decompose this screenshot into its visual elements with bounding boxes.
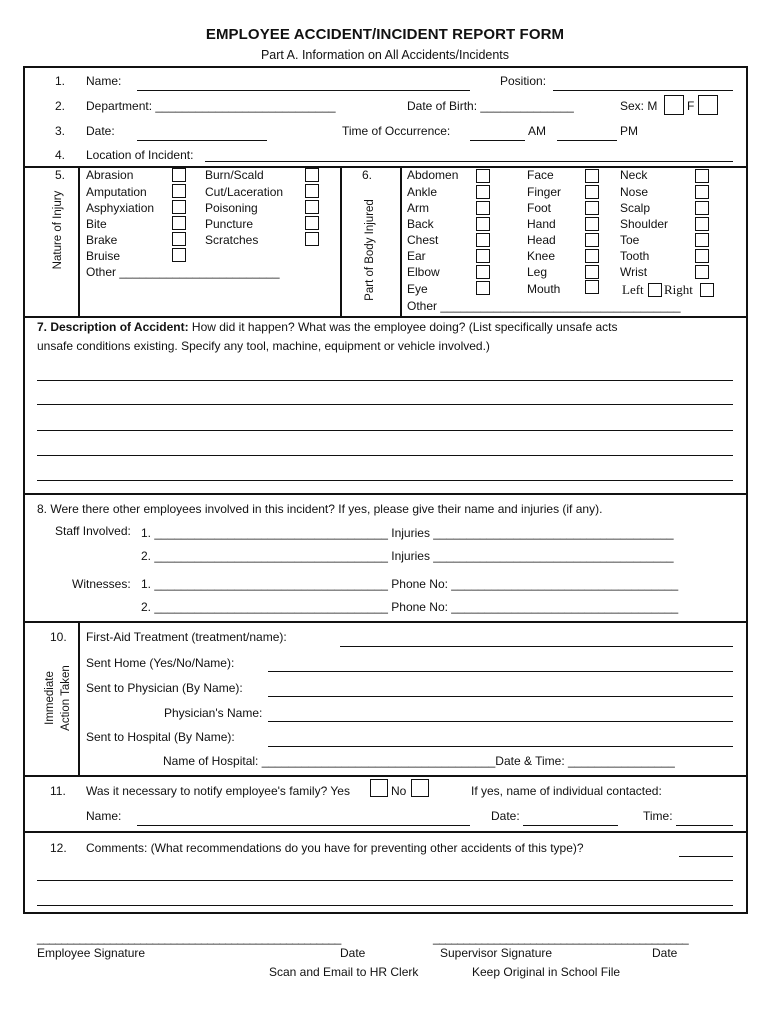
body-part-label: Tooth (620, 249, 650, 263)
sent-physician-label: Sent to Physician (By Name): (86, 681, 243, 695)
witnesses-label: Witnesses: (72, 577, 131, 591)
pm-label: PM (620, 124, 638, 138)
physician-name-label: Physician's Name: (164, 706, 263, 720)
divider (78, 166, 80, 316)
injury-option-label: Poisoning (205, 201, 258, 215)
injury-checkbox[interactable] (172, 200, 186, 214)
injury-checkbox[interactable] (305, 232, 319, 246)
body-checkbox[interactable] (695, 233, 709, 247)
divider (23, 493, 748, 495)
body-part-label: Scalp (620, 201, 651, 215)
injury-checkbox[interactable] (172, 232, 186, 246)
body-part-label: Arm (407, 201, 429, 215)
witness-1-field[interactable]: 1. ___________________________________ Phone No: __________________________________ (141, 577, 679, 591)
body-part-label: Back (407, 217, 434, 231)
right-checkbox[interactable] (700, 283, 714, 297)
body-checkbox[interactable] (476, 169, 490, 183)
description-text-1: How did it happen? What was the employee doing? (List specifically unsafe acts (188, 320, 618, 334)
supervisor-signature-label: Supervisor Signature (440, 946, 553, 960)
body-checkbox[interactable] (476, 233, 490, 247)
notify-yes-checkbox[interactable] (370, 779, 388, 797)
description-line[interactable] (37, 430, 733, 431)
body-checkbox[interactable] (695, 249, 709, 263)
date-label: Date: (86, 124, 115, 138)
body-checkbox[interactable] (585, 201, 599, 215)
description-line[interactable] (37, 380, 733, 381)
first-aid-field[interactable] (340, 646, 733, 647)
right-label: Right (664, 282, 693, 297)
injury-option-label: Cut/Laceration (205, 185, 284, 199)
position-label: Position: (500, 74, 547, 88)
description-text-2: unsafe conditions existing. Specify any tool, machine, equipment or vehicle involved.) (37, 339, 490, 353)
injury-checkbox[interactable] (172, 168, 186, 182)
body-checkbox[interactable] (476, 265, 490, 279)
body-checkbox[interactable] (585, 265, 599, 279)
body-part-label: Head (527, 233, 556, 247)
body-checkbox[interactable] (476, 281, 490, 295)
body-part-label: Nose (620, 185, 649, 199)
injury-option-label: Bite (86, 217, 107, 231)
left-checkbox[interactable] (648, 283, 662, 297)
body-part-label: Wrist (620, 265, 648, 279)
body-part-label: Ear (407, 249, 426, 263)
employee-date-label: Date (340, 946, 366, 960)
part-of-body-label: Part of Body Injured (364, 199, 376, 301)
description-prompt (37, 320, 617, 334)
notify-family-question: Was it necessary to notify employee's family? Yes (86, 784, 350, 798)
notify-no-checkbox[interactable] (411, 779, 429, 797)
employee-signature-line[interactable]: __________________________________________________ (37, 931, 341, 945)
contact-name-field[interactable] (137, 825, 470, 826)
location-field[interactable] (205, 161, 733, 162)
staff-2-field[interactable]: 2. ___________________________________ Injuries ____________________________________ (141, 549, 674, 563)
comments-line[interactable] (37, 905, 733, 906)
scan-email-note: Scan and Email to HR Clerk (269, 965, 419, 979)
sent-home-field[interactable] (268, 671, 733, 672)
injury-option-label: Asphyxiation (86, 201, 155, 215)
body-part-label: Shoulder (620, 217, 669, 231)
injury-option-label: Puncture (205, 217, 254, 231)
injury-option-label: Abrasion (86, 168, 134, 182)
left-label: Left (622, 282, 644, 297)
body-part-label: Abdomen (407, 168, 459, 182)
comments-field[interactable] (679, 856, 733, 857)
action-taken-label: Action Taken (60, 665, 72, 731)
name-field[interactable] (137, 90, 470, 91)
divider (23, 775, 748, 777)
injury-option-label: Burn/Scald (205, 168, 264, 182)
item-number: 1. (55, 74, 66, 88)
sex-f-checkbox[interactable] (698, 95, 718, 115)
body-part-label: Elbow (407, 265, 440, 279)
description-line[interactable] (37, 480, 733, 481)
employee-signature-label: Employee Signature (37, 946, 146, 960)
sent-hospital-field[interactable] (268, 746, 733, 747)
injury-checkbox[interactable] (305, 216, 319, 230)
injury-checkbox[interactable] (172, 248, 186, 262)
item-number: 12. (50, 841, 67, 855)
injury-option-label: Bruise (86, 249, 121, 263)
body-other-field[interactable]: Other ____________________________________ (407, 299, 681, 313)
injury-checkbox[interactable] (305, 200, 319, 214)
contact-date-label: Date: (491, 809, 520, 823)
injury-checkbox[interactable] (172, 216, 186, 230)
contact-name-label: Name: (86, 809, 122, 823)
sent-hospital-label: Sent to Hospital (By Name): (86, 730, 235, 744)
body-checkbox[interactable] (585, 185, 599, 199)
body-part-label: Knee (527, 249, 556, 263)
divider (340, 166, 342, 316)
sex-label: Sex: M (620, 99, 658, 113)
item-number: 5. (55, 168, 66, 182)
injury-other-field[interactable]: Other ________________________ (86, 265, 280, 279)
body-checkbox[interactable] (695, 185, 709, 199)
comments-line[interactable] (37, 880, 733, 881)
item-number: 4. (55, 148, 66, 162)
form-subtitle: Part A. Information on All Accidents/Incidents (260, 48, 510, 62)
staff-1-field[interactable]: 1. ___________________________________ Injuries ____________________________________ (141, 526, 674, 540)
form-title: EMPLOYEE ACCIDENT/INCIDENT REPORT FORM (205, 26, 565, 43)
body-checkbox[interactable] (695, 201, 709, 215)
body-part-label: Toe (620, 233, 640, 247)
divider (23, 831, 748, 833)
divider (23, 621, 748, 623)
item-number: 6. (362, 168, 373, 182)
first-aid-label: First-Aid Treatment (treatment/name): (86, 630, 287, 644)
body-checkbox[interactable] (476, 249, 490, 263)
position-field[interactable] (553, 90, 733, 91)
contact-time-label: Time: (643, 809, 673, 823)
injury-option-label: Scratches (205, 233, 259, 247)
divider (23, 316, 748, 318)
body-checkbox[interactable] (695, 265, 709, 279)
am-label: AM (528, 124, 546, 138)
body-checkbox[interactable] (585, 249, 599, 263)
time-of-occurrence-label: Time of Occurrence: (342, 124, 451, 138)
keep-original-note: Keep Original in School File (472, 965, 621, 979)
body-part-label: Mouth (527, 282, 561, 296)
date-of-birth-field[interactable]: Date of Birth: ______________ (407, 99, 574, 113)
body-checkbox[interactable] (476, 185, 490, 199)
body-checkbox[interactable] (585, 233, 599, 247)
sex-m-checkbox[interactable] (664, 95, 684, 115)
body-part-label: Neck (620, 168, 648, 182)
time-pm-field[interactable] (557, 140, 617, 141)
witness-2-field[interactable]: 2. ___________________________________ Phone No: __________________________________ (141, 600, 679, 614)
body-checkbox[interactable] (695, 169, 709, 183)
sent-physician-field[interactable] (268, 696, 733, 697)
supervisor-signature-line[interactable]: __________________________________________ (433, 931, 689, 945)
supervisor-date-label: Date (652, 946, 678, 960)
immediate-label: Immediate (44, 671, 56, 725)
item-number: 2. (55, 99, 66, 113)
item-number: 11. (50, 784, 66, 798)
body-part-label: Ankle (407, 185, 438, 199)
injury-option-label: Amputation (86, 185, 147, 199)
body-checkbox[interactable] (476, 217, 490, 231)
contact-date-field[interactable] (523, 825, 618, 826)
if-yes-label: If yes, name of individual contacted: (471, 784, 662, 798)
nature-of-injury-label: Nature of Injury (52, 190, 64, 270)
body-part-label: Hand (527, 217, 556, 231)
description-heading: 7. Description of Accident: (37, 320, 189, 334)
injury-checkbox[interactable] (305, 184, 319, 198)
contact-time-field[interactable] (676, 825, 733, 826)
body-checkbox[interactable] (695, 217, 709, 231)
name-label: Name: (86, 74, 122, 88)
sent-home-label: Sent Home (Yes/No/Name): (86, 656, 235, 670)
body-checkbox[interactable] (476, 201, 490, 215)
department-field[interactable]: Department: ___________________________ (86, 99, 336, 113)
body-checkbox[interactable] (585, 217, 599, 231)
body-part-label: Chest (407, 233, 439, 247)
injury-checkbox[interactable] (305, 168, 319, 182)
divider (400, 166, 402, 316)
body-part-label: Face (527, 168, 554, 182)
description-line[interactable] (37, 455, 733, 456)
divider (78, 621, 80, 776)
item-number: 3. (55, 124, 66, 138)
date-field[interactable] (137, 140, 267, 141)
staff-involved-label: Staff Involved: (55, 524, 131, 538)
hospital-name-field[interactable]: Name of Hospital: ___________________________________Date & Time: ________________ (163, 754, 675, 768)
body-part-label: Foot (527, 201, 552, 215)
body-checkbox[interactable] (585, 280, 599, 294)
description-line[interactable] (37, 404, 733, 405)
body-part-label: Finger (527, 185, 562, 199)
comments-label: Comments: (What recommendations do you have for preventing other accidents of this type)? (86, 841, 584, 855)
sex-f-label: F (687, 99, 695, 113)
body-checkbox[interactable] (585, 169, 599, 183)
body-part-label: Eye (407, 282, 428, 296)
other-employees-question: 8. Were there other employees involved in this incident? If yes, please give their name and injuries (if any). (37, 502, 603, 516)
injury-checkbox[interactable] (172, 184, 186, 198)
physician-name-field[interactable] (268, 721, 733, 722)
body-part-label: Leg (527, 265, 548, 279)
no-label: No (391, 784, 407, 798)
item-number: 10. (50, 630, 67, 644)
location-label: Location of Incident: (86, 148, 194, 162)
time-am-field[interactable] (470, 140, 525, 141)
injury-option-label: Brake (86, 233, 118, 247)
